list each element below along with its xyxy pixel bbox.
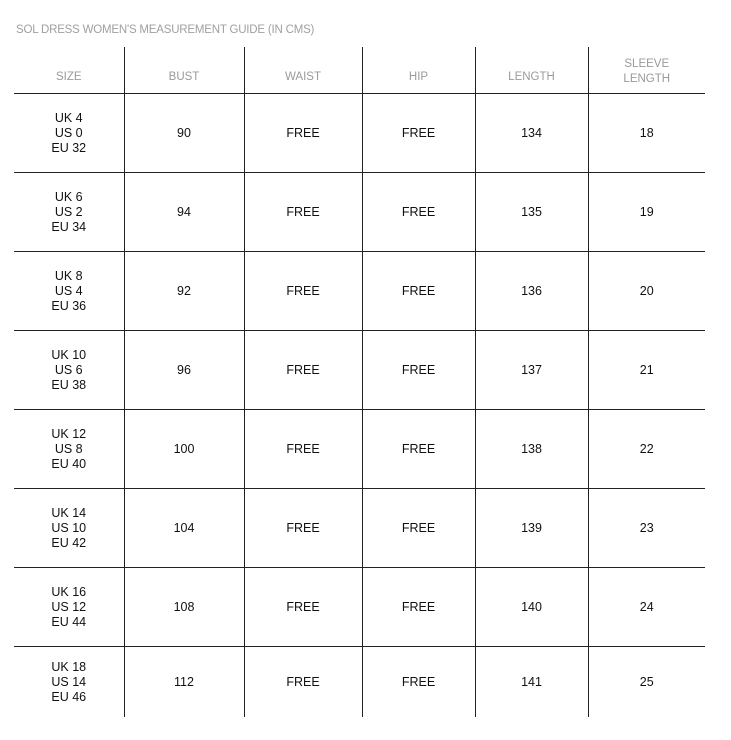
bust-cell: 94: [124, 173, 244, 252]
sleeve-cell: 25: [588, 647, 705, 718]
size-eu: EU 38: [51, 377, 87, 392]
column-header-sleeve-line2: LENGTH: [623, 73, 671, 85]
waist-cell: FREE: [244, 94, 362, 173]
size-cell: [14, 568, 124, 647]
hip-cell: FREE: [362, 331, 475, 410]
column-header-hip: [362, 47, 475, 94]
sleeve-cell: 18: [588, 94, 705, 173]
hip-cell: FREE: [362, 489, 475, 568]
hip-cell: FREE: [362, 94, 475, 173]
column-header-sleeve-line1: SLEEVE: [624, 58, 670, 70]
size-uk: UK 6: [54, 189, 83, 204]
bust-cell: 112: [124, 647, 244, 718]
column-header-hip-label: HIP: [408, 71, 429, 83]
table-header-row: [14, 47, 705, 94]
size-us: US 2: [54, 204, 83, 219]
size-cell: [14, 647, 124, 718]
column-header-length-label: LENGTH: [508, 71, 555, 83]
page-title: SOL DRESS WOMEN'S MEASUREMENT GUIDE (IN CMS): [16, 24, 315, 36]
column-header-waist: [244, 47, 362, 94]
waist-cell: FREE: [244, 489, 362, 568]
waist-cell: FREE: [244, 252, 362, 331]
size-uk: UK 14: [51, 505, 87, 520]
size-uk: UK 16: [51, 584, 87, 599]
sleeve-cell: 21: [588, 331, 705, 410]
table-body: [14, 94, 705, 718]
length-cell: 141: [475, 647, 588, 718]
size-cell: [14, 410, 124, 489]
hip-cell: FREE: [362, 410, 475, 489]
column-header-size-label: SIZE: [55, 71, 82, 83]
column-header-length: [475, 47, 588, 94]
size-uk: UK 4: [54, 110, 83, 125]
table-row: [14, 94, 705, 173]
column-header-waist-label: WAIST: [285, 71, 321, 83]
hip-cell: FREE: [362, 173, 475, 252]
size-us: US 14: [51, 674, 87, 689]
column-header-bust: [124, 47, 244, 94]
table-row: [14, 252, 705, 331]
size-eu: EU 34: [51, 219, 87, 234]
size-cell: [14, 173, 124, 252]
size-us: US 0: [54, 125, 83, 140]
size-cell: [14, 331, 124, 410]
size-cell: [14, 252, 124, 331]
bust-cell: 90: [124, 94, 244, 173]
waist-cell: FREE: [244, 331, 362, 410]
length-cell: 139: [475, 489, 588, 568]
length-cell: 138: [475, 410, 588, 489]
sleeve-cell: 20: [588, 252, 705, 331]
size-cell: [14, 94, 124, 173]
column-header-size: [14, 47, 124, 94]
bust-cell: 100: [124, 410, 244, 489]
table-row: [14, 568, 705, 647]
sleeve-cell: 23: [588, 489, 705, 568]
hip-cell: FREE: [362, 252, 475, 331]
size-uk: UK 18: [51, 659, 87, 674]
hip-cell: FREE: [362, 568, 475, 647]
column-header-sleeve-length: [588, 47, 705, 94]
waist-cell: FREE: [244, 410, 362, 489]
sleeve-cell: 24: [588, 568, 705, 647]
size-us: US 12: [51, 599, 87, 614]
waist-cell: FREE: [244, 647, 362, 718]
size-eu: EU 36: [51, 298, 87, 313]
table-row: [14, 647, 705, 718]
size-us: US 8: [54, 441, 83, 456]
bust-cell: 108: [124, 568, 244, 647]
size-cell: [14, 489, 124, 568]
size-eu: EU 46: [51, 689, 87, 704]
length-cell: 137: [475, 331, 588, 410]
size-eu: EU 44: [51, 614, 87, 629]
size-uk: UK 10: [51, 347, 87, 362]
table-row: [14, 331, 705, 410]
size-us: US 10: [51, 520, 87, 535]
bust-cell: 104: [124, 489, 244, 568]
size-us: US 4: [54, 283, 83, 298]
length-cell: 140: [475, 568, 588, 647]
waist-cell: FREE: [244, 173, 362, 252]
size-uk: UK 12: [51, 426, 87, 441]
sleeve-cell: 22: [588, 410, 705, 489]
measurement-table: [14, 47, 705, 717]
size-us: US 6: [54, 362, 83, 377]
bust-cell: 96: [124, 331, 244, 410]
table-row: [14, 173, 705, 252]
length-cell: 135: [475, 173, 588, 252]
length-cell: 136: [475, 252, 588, 331]
sleeve-cell: 19: [588, 173, 705, 252]
length-cell: 134: [475, 94, 588, 173]
waist-cell: FREE: [244, 568, 362, 647]
size-eu: EU 42: [51, 535, 87, 550]
hip-cell: FREE: [362, 647, 475, 718]
table-row: [14, 489, 705, 568]
table-row: [14, 410, 705, 489]
size-eu: EU 32: [51, 140, 87, 155]
column-header-bust-label: BUST: [168, 71, 200, 83]
size-eu: EU 40: [51, 456, 87, 471]
bust-cell: 92: [124, 252, 244, 331]
size-uk: UK 8: [54, 268, 83, 283]
